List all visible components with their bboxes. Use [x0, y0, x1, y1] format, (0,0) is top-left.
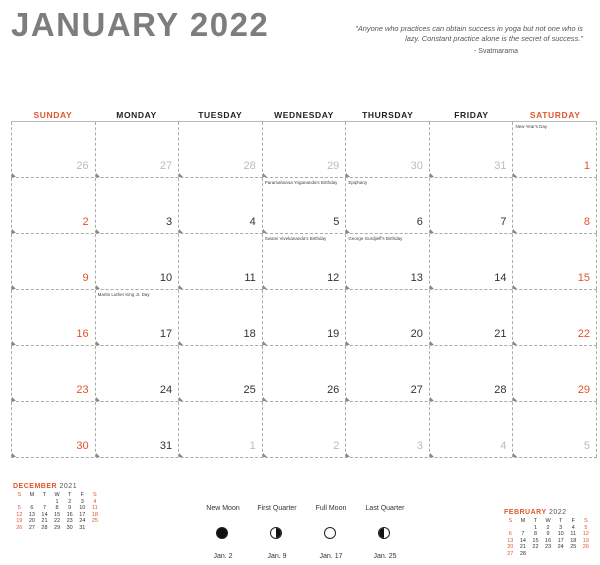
mini-day — [517, 525, 530, 532]
day-cell[interactable] — [263, 402, 347, 457]
day-number: 5 — [333, 216, 340, 228]
day-cell[interactable] — [346, 234, 430, 289]
moon-phase — [250, 505, 304, 565]
day-number: 25 — [243, 384, 256, 396]
day-number: 29 — [327, 160, 340, 172]
day-number: 26 — [327, 384, 340, 396]
mini-calendar-title: FEBRUARY 2022 — [504, 509, 567, 516]
day-number: 24 — [159, 384, 173, 396]
day-cell[interactable] — [263, 234, 347, 289]
mini-weekday: F — [80, 492, 84, 498]
mini-day: 17 — [79, 511, 86, 518]
mini-day: 29 — [54, 524, 61, 531]
day-cell[interactable] — [513, 346, 597, 401]
weekday-monday: MONDAY — [116, 110, 157, 120]
day-cell[interactable] — [179, 290, 263, 345]
day-number: 19 — [327, 328, 340, 340]
mini-day: 11 — [92, 505, 98, 512]
day-cell[interactable] — [346, 122, 430, 177]
page-curl-icon — [346, 173, 350, 177]
mini-day: 31 — [79, 524, 86, 531]
mini-day: 8 — [55, 505, 59, 512]
day-number: 6 — [416, 216, 423, 228]
day-cell[interactable] — [263, 178, 347, 233]
page-curl-icon — [263, 453, 267, 457]
page-curl-icon — [263, 173, 267, 177]
moon-phase-date: Jan. 2 — [213, 553, 233, 560]
mini-day: 22 — [532, 544, 539, 551]
page-curl-icon — [263, 285, 267, 289]
page-curl-icon — [179, 397, 183, 401]
mini-weekday: F — [571, 518, 575, 524]
day-number: 22 — [577, 328, 591, 340]
day-number: 3 — [166, 216, 173, 228]
page-curl-icon — [263, 397, 267, 401]
holiday-note: Paramahansa Yogananda's Birthday — [264, 180, 338, 185]
holiday-note: New Year's Day — [515, 124, 548, 129]
mini-day: 24 — [79, 518, 86, 525]
mini-weekday: S — [508, 518, 513, 524]
mini-day: 16 — [66, 511, 73, 518]
day-number: 1 — [583, 160, 591, 172]
mini-day: 11 — [570, 531, 577, 538]
page-curl-icon — [96, 285, 100, 289]
mini-weekday: T — [533, 518, 538, 524]
mini-day: 1 — [55, 498, 59, 505]
day-cell[interactable] — [346, 290, 430, 345]
quote-author: - Svatmarama — [474, 48, 518, 55]
page-curl-icon — [12, 173, 16, 177]
mini-calendar-title: DECEMBER 2021 — [13, 483, 78, 490]
mini-day: 21 — [41, 518, 48, 525]
day-number: 5 — [583, 440, 591, 452]
day-cell[interactable] — [263, 290, 347, 345]
mini-day: 19 — [582, 537, 589, 544]
mini-day: 24 — [557, 544, 564, 551]
page-curl-icon — [346, 397, 350, 401]
page-curl-icon — [513, 173, 517, 177]
day-number: 28 — [494, 384, 507, 396]
moon-phase-name: Last Quarter — [365, 505, 405, 512]
mini-day: 3 — [80, 498, 84, 505]
day-cell[interactable] — [430, 346, 514, 401]
page-curl-icon — [430, 229, 434, 233]
day-cell[interactable] — [430, 402, 514, 457]
mini-day: 23 — [66, 518, 73, 525]
mini-day — [529, 551, 542, 558]
day-number: 4 — [500, 440, 507, 452]
page-curl-icon — [96, 229, 100, 233]
day-number: 28 — [243, 160, 256, 172]
day-number: 10 — [159, 272, 173, 284]
mini-day: 18 — [570, 537, 577, 544]
mini-day: 9 — [68, 505, 72, 512]
mini-day — [554, 551, 567, 558]
page-curl-icon — [346, 341, 350, 345]
weekday-wednesday: WEDNESDAY — [274, 110, 334, 120]
mini-day — [13, 499, 26, 506]
day-cell[interactable] — [179, 234, 263, 289]
page-curl-icon — [430, 341, 434, 345]
first-quarter-moon-icon — [270, 527, 282, 539]
mini-day: 6 — [30, 505, 34, 512]
mini-day: 7 — [521, 531, 525, 538]
holiday-note: George Gurdjieff's Birthday — [348, 236, 403, 241]
mini-weekday: W — [54, 492, 60, 498]
mini-day: 21 — [519, 544, 526, 551]
mini-weekday: T — [42, 492, 47, 498]
page-curl-icon — [12, 341, 16, 345]
mini-day: 23 — [545, 544, 552, 551]
mini-day: 15 — [54, 511, 61, 518]
day-number: 3 — [416, 440, 423, 452]
day-cell[interactable] — [513, 402, 597, 457]
day-number: 26 — [76, 160, 89, 172]
page-curl-icon — [12, 453, 16, 457]
mini-weekday: S — [584, 518, 588, 524]
page-curl-icon — [513, 229, 517, 233]
mini-day: 26 — [16, 524, 23, 531]
page-curl-icon — [263, 229, 267, 233]
calendar-grid — [11, 107, 597, 458]
day-number: 27 — [410, 384, 423, 396]
day-cell[interactable] — [96, 346, 180, 401]
mini-day — [38, 499, 51, 506]
mini-weekday: S — [93, 492, 97, 498]
page-curl-icon — [430, 285, 434, 289]
day-cell[interactable] — [346, 402, 430, 457]
mini-day: 22 — [54, 518, 61, 525]
day-number: 29 — [577, 384, 591, 396]
page-curl-icon — [179, 453, 183, 457]
holiday-note: Swami Vivekananda's Birthday — [264, 236, 327, 241]
mini-day: 27 — [28, 524, 35, 531]
moon-phase-date: Jan. 17 — [319, 553, 343, 560]
day-number: 7 — [500, 216, 507, 228]
page-title: JANUARY 2022 — [11, 6, 270, 43]
page-curl-icon — [96, 397, 100, 401]
mini-weekday: T — [67, 492, 72, 498]
page-curl-icon — [12, 397, 16, 401]
page-curl-icon — [513, 285, 517, 289]
day-number: 27 — [159, 160, 173, 172]
day-cell[interactable] — [430, 122, 514, 177]
day-number: 13 — [410, 272, 423, 284]
day-cell[interactable] — [346, 178, 430, 233]
mini-day — [580, 551, 593, 558]
moon-phase-date: Jan. 9 — [267, 553, 287, 560]
day-cell[interactable] — [263, 122, 347, 177]
page-curl-icon — [179, 229, 183, 233]
mini-day: 6 — [508, 531, 512, 538]
mini-calendar-previous — [13, 483, 101, 532]
page-curl-icon — [513, 397, 517, 401]
page-curl-icon — [346, 453, 350, 457]
weekday-tuesday: TUESDAY — [198, 110, 243, 120]
mini-weekday: M — [29, 492, 35, 498]
page-curl-icon — [346, 285, 350, 289]
mini-day: 1 — [533, 524, 538, 531]
day-number: 20 — [410, 328, 423, 340]
weekday-header — [11, 107, 597, 121]
page-curl-icon — [179, 285, 183, 289]
moon-phase-name: New Moon — [206, 505, 240, 512]
mini-calendar-next — [504, 509, 592, 558]
mini-day: 17 — [557, 537, 564, 544]
day-number: 2 — [333, 440, 340, 452]
moon-phase — [358, 505, 412, 565]
week-row — [11, 290, 597, 346]
mini-day: 28 — [519, 550, 526, 557]
weekday-sunday: SUNDAY — [33, 110, 73, 120]
day-cell[interactable] — [11, 178, 96, 233]
new-moon-icon — [216, 527, 228, 539]
moon-phase-date: Jan. 25 — [373, 553, 397, 560]
day-number: 31 — [159, 440, 173, 452]
moon-phase — [196, 505, 250, 565]
holiday-note: Martin Luther King Jr. Day — [97, 292, 150, 297]
mini-day: 4 — [93, 498, 97, 505]
mini-day: 16 — [545, 537, 552, 544]
mini-day: 26 — [582, 544, 589, 551]
page-curl-icon — [430, 453, 434, 457]
page-curl-icon — [179, 341, 183, 345]
mini-weekday: W — [545, 518, 551, 524]
mini-day: 3 — [559, 524, 563, 531]
holiday-note: Epiphany — [348, 180, 368, 185]
day-cell[interactable] — [513, 178, 597, 233]
day-cell[interactable] — [96, 178, 180, 233]
mini-day: 5 — [584, 524, 588, 531]
day-cell[interactable] — [430, 178, 514, 233]
day-number: 8 — [583, 216, 591, 228]
day-number: 31 — [494, 160, 507, 172]
mini-day: 25 — [91, 518, 98, 525]
mini-day: 10 — [557, 531, 564, 538]
week-row — [11, 234, 597, 290]
day-cell[interactable] — [179, 178, 263, 233]
day-cell[interactable] — [96, 402, 180, 457]
mini-day: 9 — [546, 531, 550, 538]
full-moon-icon — [324, 527, 336, 539]
mini-day: 18 — [91, 511, 98, 518]
mini-weekday: T — [558, 518, 563, 524]
mini-day: 13 — [507, 537, 514, 544]
week-row — [11, 402, 597, 458]
day-number: 2 — [82, 216, 89, 228]
page-curl-icon — [513, 341, 517, 345]
mini-day: 2 — [68, 498, 72, 505]
day-cell[interactable] — [346, 346, 430, 401]
mini-day: 27 — [507, 550, 514, 557]
day-number: 1 — [249, 440, 256, 452]
mini-day: 2 — [546, 524, 550, 531]
day-cell[interactable] — [96, 290, 180, 345]
mini-day: 10 — [79, 505, 86, 512]
day-cell[interactable] — [513, 290, 597, 345]
day-number: 21 — [494, 328, 507, 340]
mini-day: 28 — [41, 524, 48, 531]
mini-weekday: M — [520, 518, 526, 524]
mini-day — [504, 525, 517, 532]
day-cell[interactable] — [96, 122, 180, 177]
mini-day: 13 — [28, 511, 35, 518]
day-number: 18 — [243, 328, 256, 340]
page-curl-icon — [263, 341, 267, 345]
day-cell[interactable] — [179, 346, 263, 401]
mini-day: 14 — [519, 537, 526, 544]
day-number: 16 — [76, 328, 89, 340]
mini-day: 30 — [66, 524, 73, 531]
moon-phase-name: Full Moon — [315, 505, 347, 512]
last-quarter-moon-icon — [378, 527, 390, 539]
page-curl-icon — [346, 229, 350, 233]
page-curl-icon — [430, 173, 434, 177]
page-curl-icon — [12, 229, 16, 233]
day-cell[interactable] — [11, 402, 96, 457]
day-number: 9 — [82, 272, 89, 284]
mini-weekday: S — [17, 492, 22, 498]
day-cell[interactable] — [11, 290, 96, 345]
day-number: 14 — [494, 272, 507, 284]
page-curl-icon — [513, 453, 517, 457]
mini-day: 5 — [17, 505, 21, 512]
day-number: 12 — [327, 272, 340, 284]
day-cell[interactable] — [513, 122, 597, 177]
mini-day: 19 — [16, 518, 23, 525]
page-curl-icon — [96, 173, 100, 177]
day-number: 17 — [159, 328, 173, 340]
mini-day: 25 — [570, 544, 577, 551]
page-curl-icon — [12, 285, 16, 289]
day-number: 23 — [76, 384, 89, 396]
mini-day — [26, 499, 39, 506]
day-cell[interactable] — [179, 122, 263, 177]
weekday-friday: FRIDAY — [454, 110, 489, 120]
weekday-saturday: SATURDAY — [529, 110, 581, 120]
mini-day: 12 — [582, 531, 589, 538]
mini-day: 15 — [532, 537, 539, 544]
week-row — [11, 178, 597, 234]
day-number: 30 — [410, 160, 423, 172]
page-curl-icon — [96, 341, 100, 345]
mini-day — [89, 525, 102, 532]
calendar-body — [11, 121, 597, 458]
day-number: 30 — [76, 440, 89, 452]
page-curl-icon — [179, 173, 183, 177]
mini-day: 20 — [507, 544, 514, 551]
day-cell[interactable] — [513, 234, 597, 289]
mini-day — [567, 551, 580, 558]
mini-day: 7 — [42, 505, 47, 512]
mini-day: 14 — [41, 511, 48, 518]
quote-text: "Anyone who practices can obtain success in yoga but not one who is lazy. Constant practice alone is the secret of success." — [355, 24, 583, 43]
week-row — [11, 122, 597, 178]
day-number: 11 — [244, 272, 256, 284]
weekday-thursday: THURSDAY — [362, 110, 414, 120]
day-cell[interactable] — [430, 234, 514, 289]
mini-day: 12 — [16, 511, 23, 518]
day-cell[interactable] — [96, 234, 180, 289]
moon-phase-name: First Quarter — [257, 505, 297, 512]
mini-day: 20 — [28, 518, 35, 525]
day-cell[interactable] — [11, 122, 96, 177]
week-row — [11, 346, 597, 402]
mini-day — [542, 551, 555, 558]
mini-day: 8 — [533, 531, 538, 538]
day-cell[interactable] — [11, 346, 96, 401]
page-curl-icon — [430, 397, 434, 401]
day-number: 4 — [249, 216, 256, 228]
mini-day: 4 — [571, 524, 575, 531]
day-cell[interactable] — [263, 346, 347, 401]
day-cell[interactable] — [430, 290, 514, 345]
day-number: 15 — [577, 272, 591, 284]
day-cell[interactable] — [179, 402, 263, 457]
moon-phase — [304, 505, 358, 565]
page-curl-icon — [96, 453, 100, 457]
day-cell[interactable] — [11, 234, 96, 289]
